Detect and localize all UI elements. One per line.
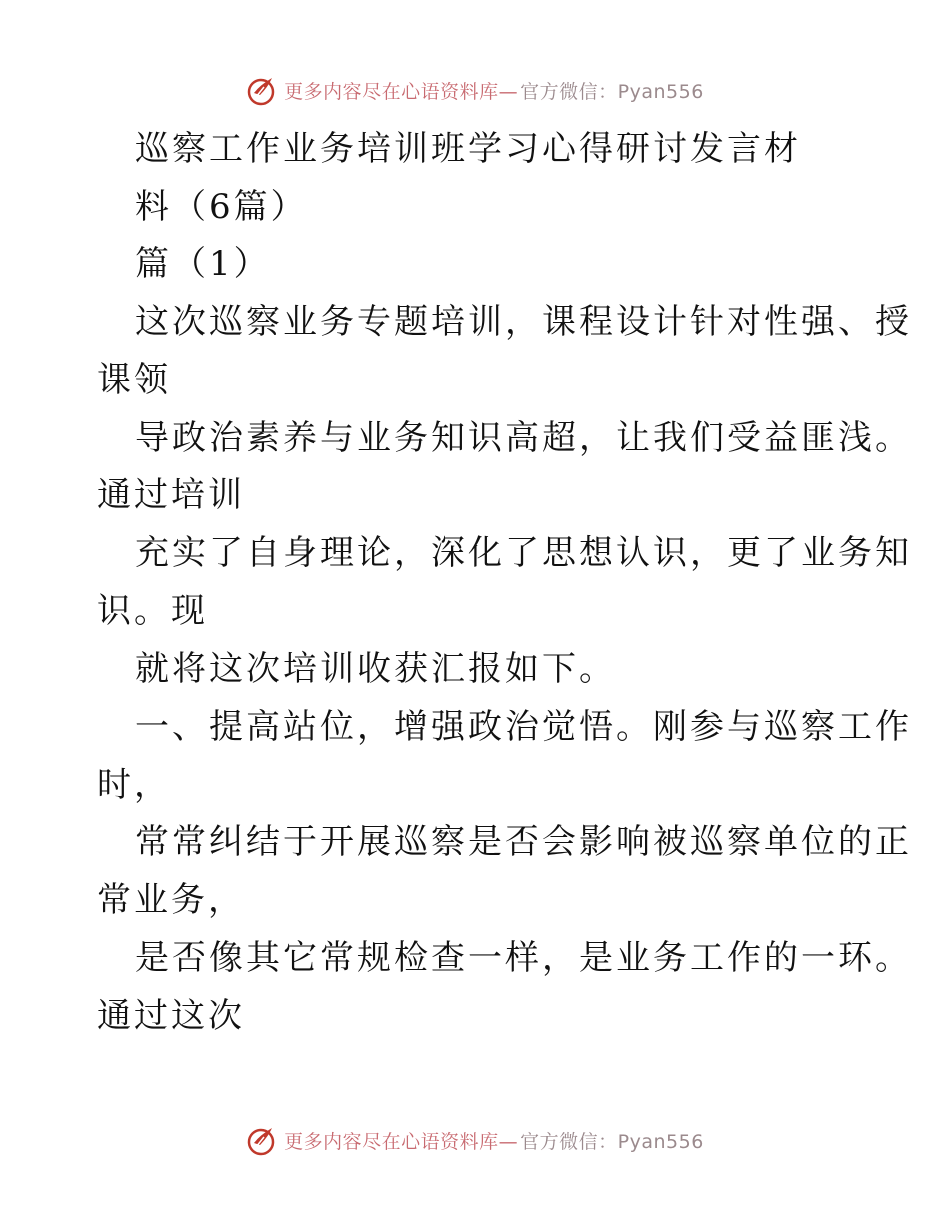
paragraph-line: 就将这次培训收获汇报如下。 bbox=[135, 649, 616, 689]
quill-pen-logo-icon bbox=[246, 73, 280, 107]
paragraph-line: 时， bbox=[97, 765, 171, 805]
paragraph-line: 通过培训 bbox=[97, 475, 245, 515]
paragraph-line: 一、提高站位，增强政治觉悟。刚参与巡察工作 bbox=[135, 707, 912, 747]
header-banner-text bbox=[284, 77, 704, 104]
paragraph-line: 常常纠结于开展巡察是否会影响被巡察单位的正 bbox=[135, 822, 912, 862]
paragraph-line: 导政治素养与业务知识高超，让我们受益匪浅。 bbox=[135, 418, 912, 458]
paragraph-line: 通过这次 bbox=[97, 996, 245, 1036]
paragraph-line: 课领 bbox=[97, 360, 171, 400]
paragraph-line: 充实了自身理论，深化了思想认识，更了业务知 bbox=[135, 533, 912, 573]
quill-pen-logo-icon bbox=[246, 1123, 280, 1157]
document-title-line-1: 巡察工作业务培训班学习心得研讨发言材 bbox=[135, 129, 801, 169]
footer-banner-text bbox=[284, 1127, 704, 1154]
paragraph-line: 是否像其它常规检查一样，是业务工作的一环。 bbox=[135, 938, 912, 978]
document-title-line-2: 料（6篇） bbox=[135, 187, 308, 227]
footer-banner bbox=[0, 1120, 950, 1160]
paragraph-line: 识。现 bbox=[97, 591, 208, 631]
paragraph-line: 常业务， bbox=[97, 880, 245, 920]
header-banner bbox=[0, 70, 950, 110]
footer-banner-main: 更多内容尽在心语资料库— bbox=[284, 1130, 519, 1153]
header-banner-main: 更多内容尽在心语资料库— bbox=[284, 80, 519, 103]
footer-banner-wechat: 官方微信：Pyan556 bbox=[520, 1130, 704, 1153]
header-banner-wechat: 官方微信：Pyan556 bbox=[520, 80, 704, 103]
section-heading: 篇（1） bbox=[135, 244, 271, 284]
paragraph-line: 这次巡察业务专题培训，课程设计针对性强、授 bbox=[135, 302, 912, 342]
